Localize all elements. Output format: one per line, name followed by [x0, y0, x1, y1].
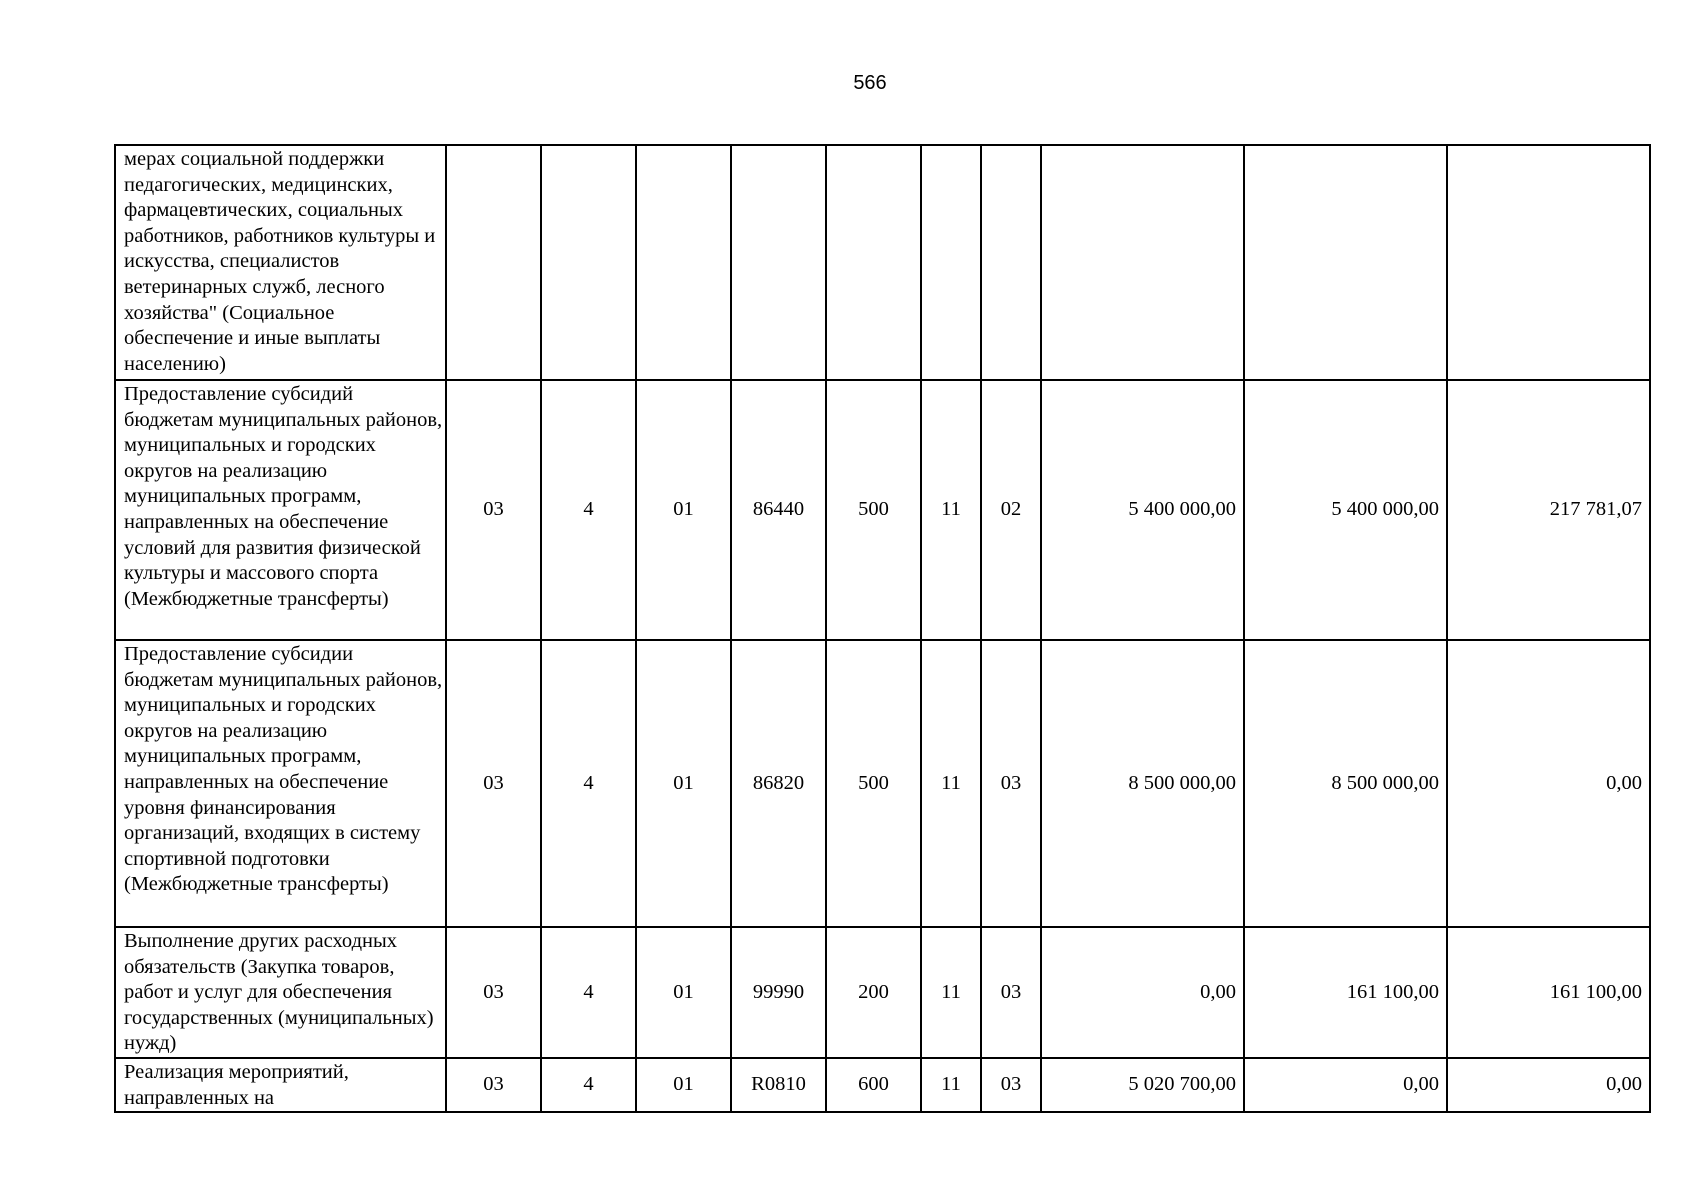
subsection-cell: 03 [981, 1058, 1041, 1112]
table-row [115, 927, 1650, 1058]
amount-cell: 161 100,00 [1447, 927, 1650, 1058]
expense-type-cell: 500 [826, 640, 921, 927]
amount-cell: 5 020 700,00 [1041, 1058, 1244, 1112]
direction-code-cell [731, 145, 826, 380]
main-activity-code-cell: 01 [636, 380, 731, 640]
program-code-cell: 03 [446, 927, 541, 1058]
program-code-cell [446, 145, 541, 380]
section-cell [921, 145, 981, 380]
row-description: мерах социальной поддержки педагогических, медицинских, фармацевтических, социальных работников, работников культуры и искусства, специалистов ветеринарных служб, лесного хозяйства" (Социальное обеспечение и иные выплаты населению) [115, 145, 446, 380]
direction-code-cell: 99990 [731, 927, 826, 1058]
subsection-cell [981, 145, 1041, 380]
main-activity-code-cell: 01 [636, 640, 731, 927]
main-activity-code-cell: 01 [636, 1058, 731, 1112]
table-row [115, 640, 1650, 927]
row-description: Предоставление субсидий бюджетам муниципальных районов, муниципальных и городских округов на реализацию муниципальных программ, направленных на обеспечение условий для развития физической культуры и массового спорта (Межбюджетные трансферты) [115, 380, 446, 640]
direction-code-cell: R0810 [731, 1058, 826, 1112]
direction-code-cell: 86440 [731, 380, 826, 640]
main-activity-code-cell: 01 [636, 927, 731, 1058]
program-code-cell: 03 [446, 640, 541, 927]
table-row [115, 1058, 1650, 1112]
amount-cell: 217 781,07 [1447, 380, 1650, 640]
amount-cell: 0,00 [1447, 1058, 1650, 1112]
amount-cell: 0,00 [1041, 927, 1244, 1058]
expense-type-cell: 500 [826, 380, 921, 640]
row-description: Предоставление субсидии бюджетам муниципальных районов, муниципальных и городских округов на реализацию муниципальных программ, направленных на обеспечение уровня финансирования организаций, входящих в систему спортивной подготовки (Межбюджетные трансферты) [115, 640, 446, 927]
subprogram-code-cell: 4 [541, 1058, 636, 1112]
expense-type-cell: 600 [826, 1058, 921, 1112]
expense-type-cell: 200 [826, 927, 921, 1058]
amount-cell: 161 100,00 [1244, 927, 1447, 1058]
budget-table [114, 144, 1651, 1113]
amount-cell [1041, 145, 1244, 380]
subprogram-code-cell: 4 [541, 380, 636, 640]
amount-cell [1447, 145, 1650, 380]
amount-cell: 5 400 000,00 [1041, 380, 1244, 640]
row-description: Реализация мероприятий, направленных на [115, 1058, 446, 1112]
section-cell: 11 [921, 380, 981, 640]
direction-code-cell: 86820 [731, 640, 826, 927]
program-code-cell: 03 [446, 380, 541, 640]
amount-cell: 8 500 000,00 [1041, 640, 1244, 927]
amount-cell: 5 400 000,00 [1244, 380, 1447, 640]
page-number: 566 [853, 72, 887, 94]
amount-cell: 0,00 [1447, 640, 1650, 927]
expense-type-cell [826, 145, 921, 380]
program-code-cell: 03 [446, 1058, 541, 1112]
amount-cell: 0,00 [1244, 1058, 1447, 1112]
table-row [115, 380, 1650, 640]
subsection-cell: 03 [981, 640, 1041, 927]
section-cell: 11 [921, 927, 981, 1058]
amount-cell [1244, 145, 1447, 380]
subsection-cell: 03 [981, 927, 1041, 1058]
main-activity-code-cell [636, 145, 731, 380]
subsection-cell: 02 [981, 380, 1041, 640]
table-row [115, 145, 1650, 380]
subprogram-code-cell: 4 [541, 640, 636, 927]
row-description: Выполнение других расходных обязательств (Закупка товаров, работ и услуг для обеспечения государственных (муниципальных) нужд) [115, 927, 446, 1058]
amount-cell: 8 500 000,00 [1244, 640, 1447, 927]
subprogram-code-cell [541, 145, 636, 380]
section-cell: 11 [921, 640, 981, 927]
section-cell: 11 [921, 1058, 981, 1112]
subprogram-code-cell: 4 [541, 927, 636, 1058]
